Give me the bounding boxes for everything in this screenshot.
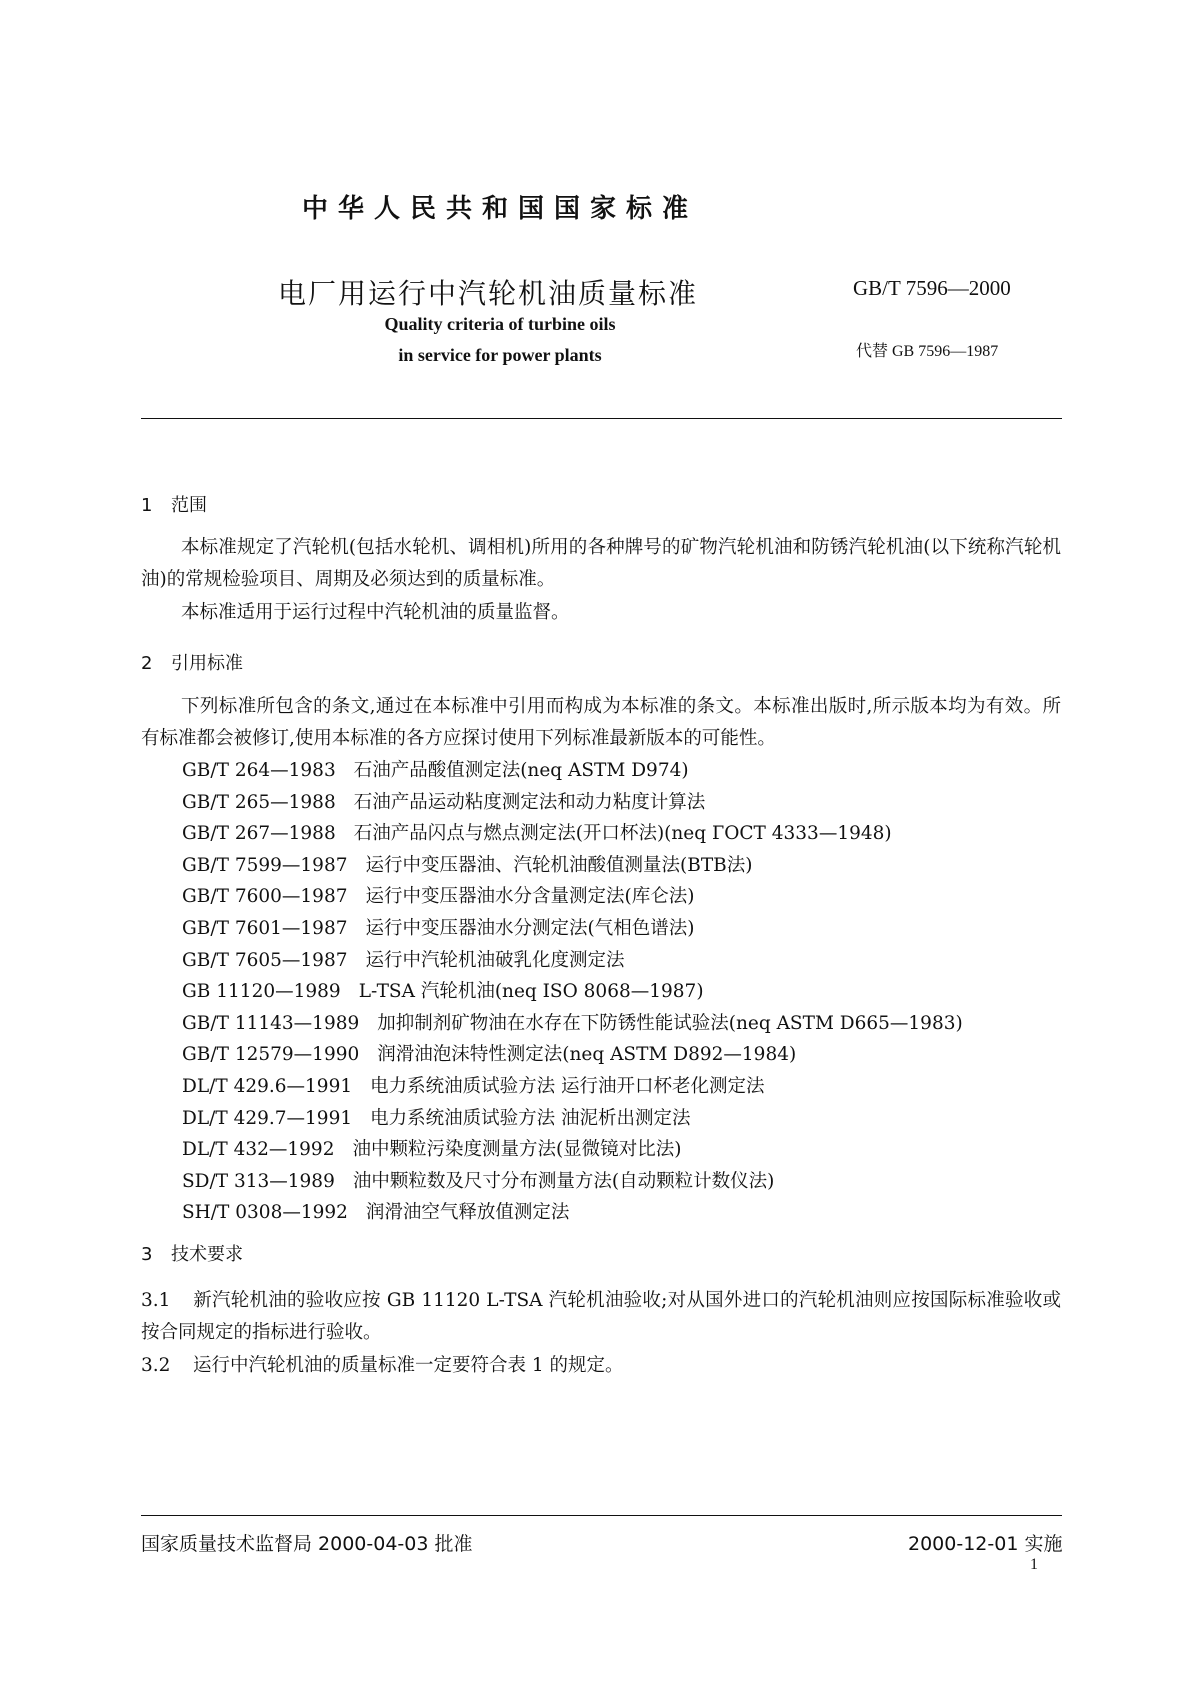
section-number: 1 (141, 495, 153, 516)
section-heading-scope (141, 491, 207, 517)
reference-title: 运行中变压器油水分含量测定法(库仑法) (365, 886, 695, 908)
reference-item (182, 850, 963, 882)
reference-title: 电力系统油质试验方法 运行油开口杯老化测定法 (370, 1075, 765, 1097)
section-title: 范围 (171, 495, 207, 516)
reference-item (182, 1197, 963, 1229)
reference-title: 电力系统油质试验方法 油泥析出测定法 (370, 1107, 691, 1129)
reference-title: 油中颗粒污染度测量方法(显微镜对比法) (352, 1139, 682, 1161)
reference-code: GB/T 267—1988 (182, 823, 336, 845)
reference-code: GB/T 11143—1989 (182, 1012, 360, 1034)
reference-code: SH/T 0308—1992 (182, 1202, 348, 1224)
implementation-date: 2000-12-01 实施 (908, 1533, 1063, 1555)
clause-number: 3.2 (141, 1355, 171, 1376)
approval-note: 国家质量技术监督局 2000-04-03 批准 (141, 1533, 473, 1555)
reference-title: 加抑制剂矿物油在水存在下防锈性能试验法(neq ASTM D665—1983) (377, 1012, 963, 1034)
section-heading-technical-requirements (141, 1240, 243, 1266)
reference-item (182, 755, 963, 787)
document-title-en-line2: in service for power plants (398, 345, 602, 365)
reference-item (182, 913, 963, 945)
clause-3-2 (141, 1350, 1061, 1382)
reference-item (182, 1008, 963, 1040)
reference-code: GB/T 264—1983 (182, 760, 336, 781)
page-number: 1 (1030, 1556, 1038, 1573)
section-title: 引用标准 (171, 653, 243, 674)
reference-title: 油中颗粒数及尺寸分布测量方法(自动颗粒计数仪法) (352, 1170, 775, 1192)
footer-divider (141, 1515, 1062, 1516)
section-title: 技术要求 (171, 1244, 243, 1265)
reference-title: 石油产品闪点与燃点测定法(开口杯法)(neq ГОСТ 4333—1948) (353, 823, 892, 845)
scope-paragraph-2: 本标准适用于运行过程中汽轮机油的质量监督。 (181, 602, 570, 623)
reference-code: GB/T 7600—1987 (182, 886, 348, 908)
reference-code: GB/T 12579—1990 (182, 1044, 360, 1066)
reference-code: GB/T 265—1988 (182, 791, 336, 813)
clause-text: 新汽轮机油的验收应按 GB 11120 L-TSA 汽轮机油验收;对从国外进口的汽轮机油则应按国际标准验收或按合同规定的指标进行验收。 (141, 1290, 1061, 1343)
section-number: 3 (141, 1244, 153, 1265)
section-heading-references (141, 649, 243, 675)
clause-3-1 (141, 1285, 1061, 1349)
section-number: 2 (141, 653, 153, 674)
scope-paragraph-1: 本标准规定了汽轮机(包括水轮机、调相机)所用的各种牌号的矿物汽轮机油和防锈汽轮机油(以下统称汽轮机油)的常规检验项目、周期及必须达到的质量标准。 (141, 537, 1061, 590)
reference-title: 石油产品运动粘度测定法和动力粘度计算法 (353, 791, 706, 813)
reference-item (182, 1071, 963, 1103)
reference-item (182, 1103, 963, 1135)
reference-code: DL/T 429.7—1991 (182, 1107, 353, 1129)
reference-title: 润滑油空气释放值测定法 (365, 1202, 570, 1224)
replaces-note: 代替 GB 7596—1987 (856, 343, 999, 360)
reference-title: 润滑油泡沫特性测定法(neq ASTM D892—1984) (377, 1044, 797, 1066)
reference-code: SD/T 313—1989 (182, 1170, 335, 1192)
reference-title: L-TSA 汽轮机油(neq ISO 8068—1987) (358, 981, 704, 1003)
reference-title: 石油产品酸值测定法(neq ASTM D974) (353, 760, 689, 781)
reference-item (182, 945, 963, 977)
reference-code: GB 11120—1989 (182, 981, 341, 1003)
standard-code: GB/T 7596—2000 (853, 276, 1011, 300)
reference-item (182, 1039, 963, 1071)
clause-number: 3.1 (141, 1290, 171, 1311)
reference-code: GB/T 7599—1987 (182, 854, 348, 876)
reference-item (182, 1166, 963, 1198)
reference-code: GB/T 7601—1987 (182, 917, 348, 939)
header-divider (141, 418, 1062, 419)
reference-title: 运行中变压器油水分测定法(气相色谱法) (365, 917, 695, 939)
reference-list (182, 755, 963, 1229)
reference-code: DL/T 432—1992 (182, 1139, 335, 1161)
reference-code: DL/T 429.6—1991 (182, 1075, 353, 1097)
reference-item (182, 787, 963, 819)
reference-item (182, 976, 963, 1008)
document-title-zh: 电厂用运行中汽轮机油质量标准 (278, 277, 699, 310)
reference-item (182, 818, 963, 850)
references-intro: 下列标准所包含的条文,通过在本标准中引用而构成为本标准的条文。本标准出版时,所示版本均为有效。所有标准都会被修订,使用本标准的各方应探讨使用下列标准最新版本的可能性。 (141, 696, 1061, 749)
reference-code: GB/T 7605—1987 (182, 949, 348, 971)
clause-text: 运行中汽轮机油的质量标准一定要符合表 1 的规定。 (193, 1355, 624, 1376)
national-standard-heading: 中华人民共和国国家标准 (301, 194, 698, 224)
reference-title: 运行中变压器油、汽轮机油酸值测量法(BTB法) (365, 854, 753, 876)
reference-title: 运行中汽轮机油破乳化度测定法 (365, 949, 625, 971)
document-title-en-line1: Quality criteria of turbine oils (384, 314, 616, 334)
reference-item (182, 1134, 963, 1166)
reference-item (182, 881, 963, 913)
